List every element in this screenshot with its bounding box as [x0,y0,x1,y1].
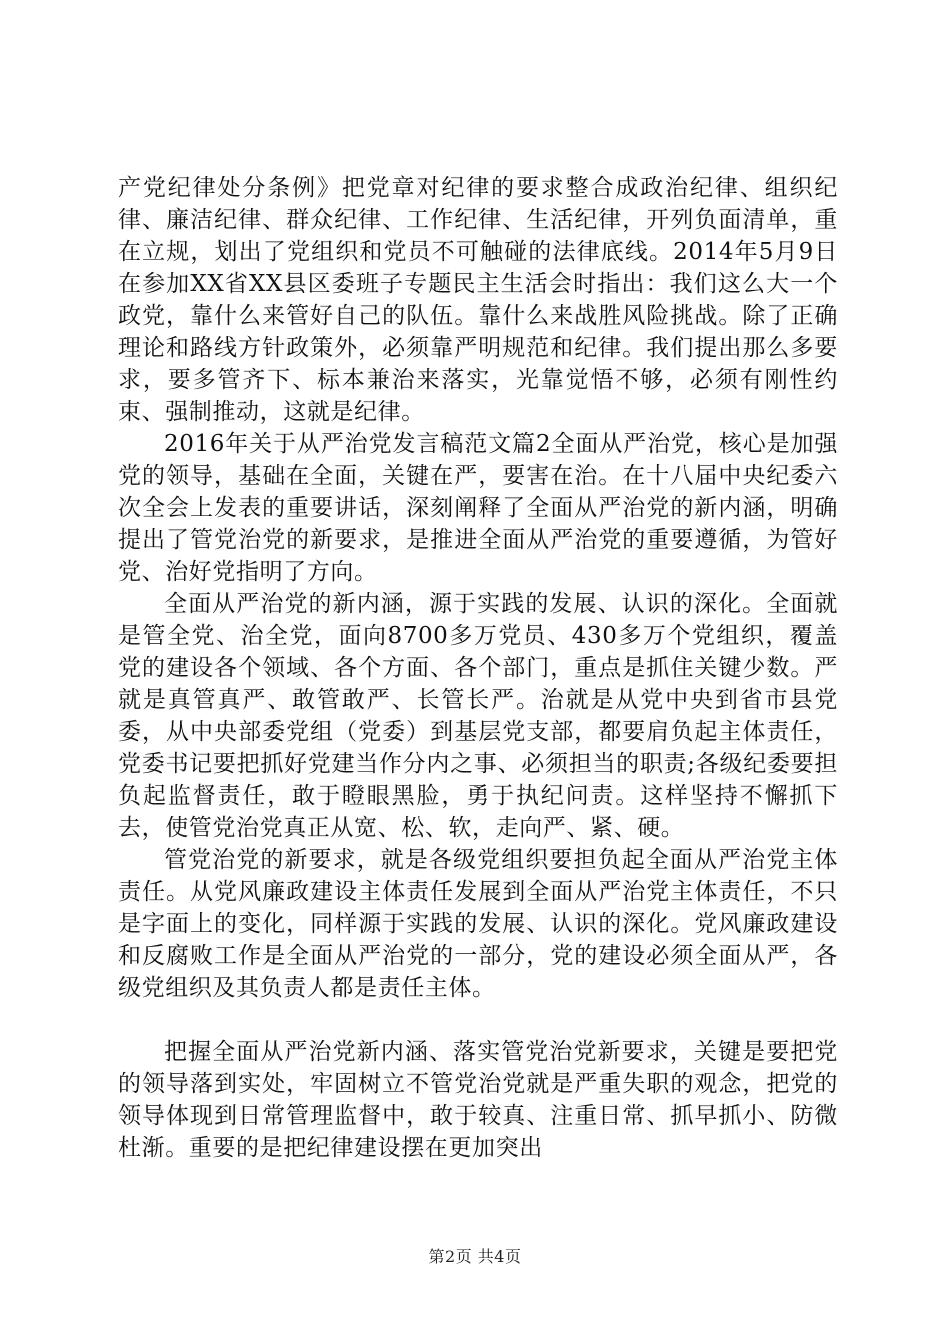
paragraph-5: 把握全面从严治党新内涵、落实管党治党新要求，关键是要把党的领导落到实处，牢固树立不管党治党就是严重失职的观念，把党的领导体现到日常管理监督中，敢于较真、注重日常、抓早抓小、防微杜渐。重要的是把纪律建设摆在更加突出 [118,1039,838,1161]
paragraph-1: 产党纪律处分条例》把党章对纪律的要求整合成政治纪律、组织纪律、廉洁纪律、群众纪律、工作纪律、生活纪律，开列负面清单，重在立规，划出了党组织和党员不可触碰的法律底线。2014年5月9日在参加XX省XX县区委班子专题民主生活会时指出：我们这么大一个政党，靠什么来管好自己的队伍。靠什么来战胜风险挑战。除了正确理论和路线方针政策外，必须靠严明规范和纪律。我们提出那么多要求，要多管齐下、标本兼治来落实，光靠觉悟不够，必须有刚性约束、强制推动，这就是纪律。 [118,175,838,425]
document-body [118,172,838,1164]
paragraph-2: 2016年关于从严治党发言稿范文篇2全面从严治党，核心是加强党的领导，基础在全面，关键在严，要害在治。在十八届中央纪委六次全会上发表的重要讲话，深刻阐释了全面从严治党的新内涵，明确提出了管党治党的新要求，是推进全面从严治党的重要遵循，为管好党、治好党指明了方向。 [118,431,838,585]
paragraph-4: 管党治党的新要求，就是各级党组织要担负起全面从严治党主体责任。从党风廉政建设主体责任发展到全面从严治党主体责任，不只是字面上的变化，同样源于实践的发展、认识的深化。党风廉政建设和反腐败工作是全面从严治党的一部分，党的建设必须全面从严，各级党组织及其负责人都是责任主体。 [118,847,838,1001]
page-footer: 第2页 共4页 [428,1247,522,1266]
paragraph-3: 全面从严治党的新内涵，源于实践的发展、认识的深化。全面就是管全党、治全党，面向8700多万党员、430多万个党组织，覆盖党的建设各个领域、各个方面、各个部门，重点是抓住关键少数。严就是真管真严、敢管敢严、长管长严。治就是从党中央到省市县党委，从中央部委党组（党委）到基层党支部，都要肩负起主体责任，党委书记要把抓好党建当作分内之事、必须担当的职责;各级纪委要担负起监督责任，敢于瞪眼黑脸，勇于执纪问责。这样坚持不懈抓下去，使管党治党真正从宽、松、软，走向严、紧、硬。 [118,591,838,841]
